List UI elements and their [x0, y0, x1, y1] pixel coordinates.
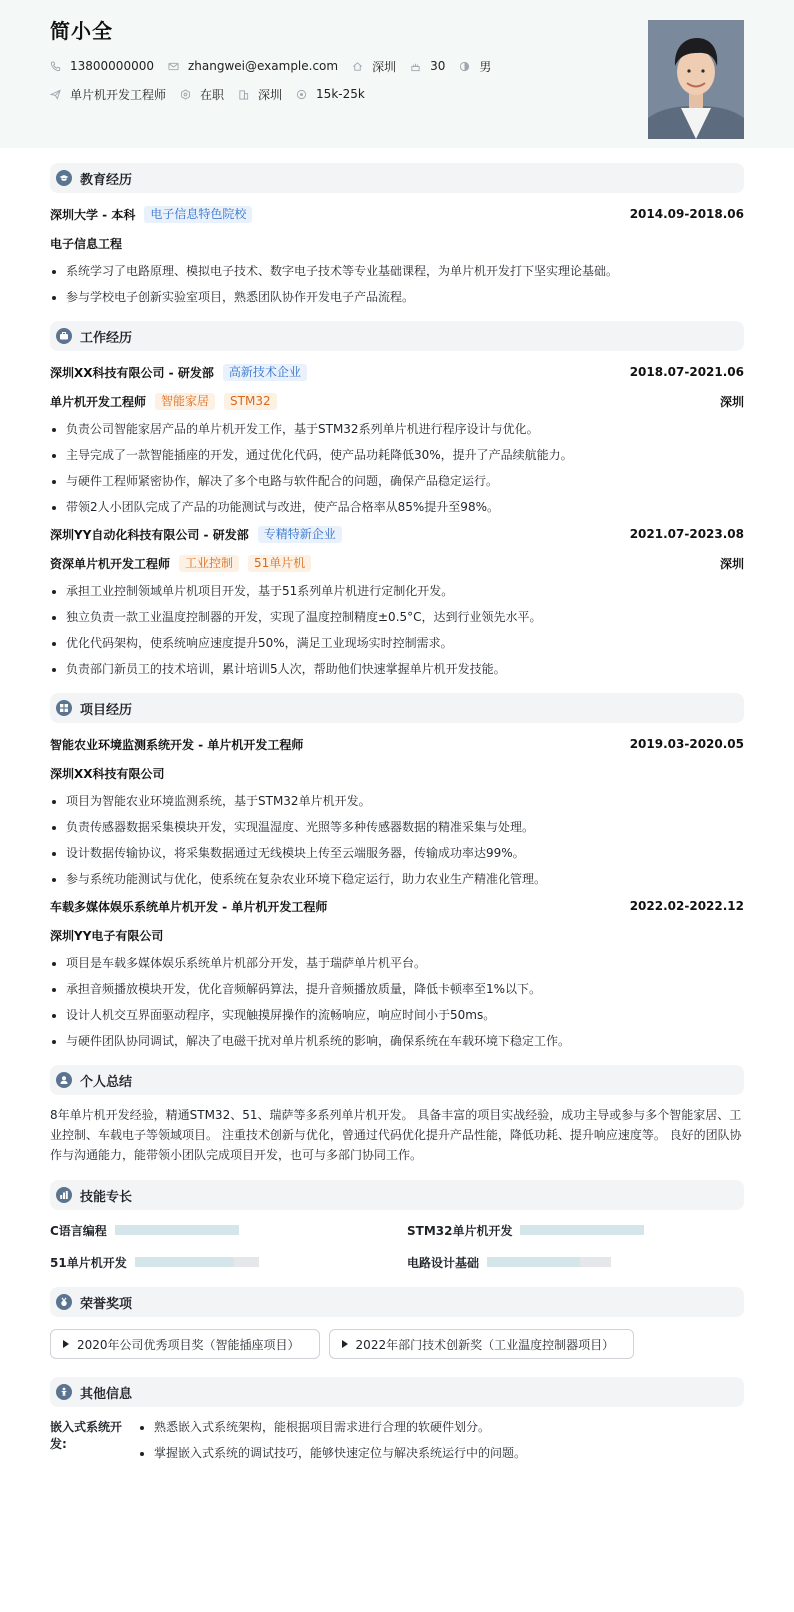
project-2-company-row [50, 926, 744, 944]
bar-chart-icon [56, 1187, 72, 1203]
job-location: 深圳 [719, 556, 744, 571]
job-row [50, 86, 744, 102]
list-item: 独立负责一款工业温度控制器的开发，实现了温度控制精度±0.5°C，达到行业领先水平。 [50, 609, 744, 626]
other-title: 其他信息 [80, 1386, 133, 1402]
other-label: 嵌入式系统开发: [50, 1420, 123, 1451]
gender-icon [459, 61, 470, 72]
salary-value: 15k-25k [316, 87, 365, 101]
project-2-header [50, 897, 744, 915]
target-city-info [238, 86, 282, 103]
job-1-position-row [50, 392, 744, 410]
skill-tag: 工业控制 [179, 555, 239, 572]
list-item: 参与学校电子创新实验室项目，熟悉团队协作开发电子产品流程。 [50, 289, 744, 306]
education-title-bar [50, 163, 744, 193]
award-label: 2020年公司优秀项目奖（智能插座项目） [77, 1337, 300, 1352]
city-value: 深圳 [372, 59, 397, 74]
job-2-details [50, 583, 744, 678]
project-1-company-row [50, 764, 744, 782]
send-icon [50, 89, 61, 100]
phone-value: 13800000000 [70, 59, 154, 73]
work-section [50, 321, 744, 678]
skill-item [407, 1254, 744, 1270]
work-title-bar [50, 321, 744, 351]
list-item: 设计人机交互界面驱动程序，实现触摸屏操作的流畅响应，响应时间小于50ms。 [50, 1007, 744, 1024]
play-triangle-icon [63, 1340, 69, 1348]
list-item: 熟悉嵌入式系统架构，能根据项目需求进行合理的软硬件划分。 [138, 1419, 526, 1436]
company-name: 深圳YY自动化科技有限公司 - 研发部 [50, 527, 249, 542]
email-value: zhangwei@example.com [187, 59, 339, 73]
summary-section [50, 1065, 744, 1165]
list-item: 与硬件工程师紧密协作，解决了多个电路与软件配合的问题，确保产品稳定运行。 [50, 473, 744, 490]
education-details [50, 263, 744, 306]
skill-item [50, 1222, 387, 1238]
job-info [50, 86, 166, 103]
skill-tag: STM32 [224, 393, 277, 410]
age-info [410, 59, 445, 73]
school-name: 深圳大学 - 本科 [50, 207, 136, 222]
skill-name: STM32单片机开发 [407, 1223, 513, 1238]
award-label: 2022年部门技术创新奖（工业温度控制器项目） [355, 1337, 615, 1352]
skill-name: 电路设计基础 [407, 1255, 480, 1270]
education-header-row [50, 205, 744, 223]
briefcase-icon [56, 328, 72, 344]
grid-icon [56, 700, 72, 716]
contact-row [50, 58, 744, 74]
resume-header [0, 0, 794, 148]
list-item: 掌握嵌入式系统的调试技巧，能够快速定位与解决系统运行中的问题。 [138, 1445, 526, 1462]
company-tag: 高新技术企业 [223, 364, 307, 381]
cake-icon [410, 61, 421, 72]
skill-item [407, 1222, 744, 1238]
company-name: 深圳XX科技有限公司 - 研发部 [50, 365, 214, 380]
other-info-block [50, 1419, 744, 1471]
list-item: 承担工业控制领域单片机项目开发，基于51系列单片机进行定制化开发。 [50, 583, 744, 600]
phone-icon [50, 61, 61, 72]
skill-bar-fill [115, 1225, 239, 1235]
project-1-header [50, 735, 744, 753]
salary-info [296, 87, 365, 101]
project-name: 智能农业环境监测系统开发 - 单片机开发工程师 [50, 737, 304, 752]
education-section [50, 163, 744, 306]
coin-icon [296, 89, 307, 100]
skill-bar [115, 1225, 239, 1235]
education-title: 教育经历 [80, 172, 133, 188]
list-item: 优化代码架构，使系统响应速度提升50%，满足工业现场实时控制需求。 [50, 635, 744, 652]
awards-title: 荣誉奖项 [80, 1296, 133, 1312]
summary-text: 8年单片机开发经验，精通STM32、51、瑞萨等多系列单片机开发。 具备丰富的项目实战经验，成功主导或参与多个智能家居、工业控制、车载电子等领域项目。 注重技术创新与优化，曾通过代码优化提升产品性能，降低功耗、提升响应速度等。 良好的团队协作与沟通能力，能带领小团队完成项目开发，也可与多部门协同工作。 [50, 1108, 742, 1162]
position-name: 单片机开发工程师 [50, 394, 147, 409]
skill-name: C语言编程 [50, 1223, 107, 1238]
skill-bar [135, 1257, 259, 1267]
building-icon [238, 89, 249, 100]
gender-value: 男 [479, 59, 492, 74]
skill-bar-fill [520, 1225, 644, 1235]
skills-title-bar [50, 1180, 744, 1210]
skill-bar [520, 1225, 644, 1235]
job-1-details [50, 421, 744, 516]
skill-tag: 智能家居 [155, 393, 215, 410]
projects-title: 项目经历 [80, 702, 133, 718]
job-value: 单片机开发工程师 [70, 87, 167, 102]
work-title: 工作经历 [80, 330, 133, 346]
education-period: 2014.09-2018.06 [629, 207, 744, 221]
project-period: 2019.03-2020.05 [629, 737, 744, 751]
other-title-bar [50, 1377, 744, 1407]
skill-bar-fill [135, 1257, 234, 1267]
list-item: 项目为智能农业环境监测系统，基于STM32单片机开发。 [50, 793, 744, 810]
email-info [168, 59, 338, 73]
list-item: 主导完成了一款智能插座的开发，通过优化代码，使产品功耗降低30%，提升了产品续航能力。 [50, 447, 744, 464]
project-company: 深圳XX科技有限公司 [50, 766, 165, 781]
list-item: 承担音频播放模块开发，优化音频解码算法，提升音频播放质量，降低卡顿率至1%以下。 [50, 981, 744, 998]
job-period: 2021.07-2023.08 [629, 527, 744, 541]
major-row [50, 234, 744, 252]
skills-grid [50, 1222, 744, 1270]
major: 电子信息工程 [50, 236, 123, 251]
award-item[interactable] [329, 1329, 635, 1359]
skill-tag: 51单片机 [248, 555, 311, 572]
summary-title-bar [50, 1065, 744, 1095]
list-item: 负责部门新员工的技术培训，累计培训5人次，帮助他们快速掌握单片机开发技能。 [50, 661, 744, 678]
other-section [50, 1377, 744, 1471]
list-item: 负责公司智能家居产品的单片机开发工作，基于STM32系列单片机进行程序设计与优化。 [50, 421, 744, 438]
city-info [352, 58, 396, 75]
summary-title: 个人总结 [80, 1074, 133, 1090]
list-item: 带领2人小团队完成了产品的功能测试与改进，使产品合格率从85%提升至98%。 [50, 499, 744, 516]
graduation-cap-icon [56, 170, 72, 186]
candidate-name: 简小全 [50, 19, 113, 43]
project-company: 深圳YY电子有限公司 [50, 928, 164, 943]
list-item: 设计数据传输协议，将采集数据通过无线模块上传至云端服务器，传输成功率达99%。 [50, 845, 744, 862]
skills-title: 技能专长 [80, 1189, 133, 1205]
project-2-details [50, 955, 744, 1050]
other-details [138, 1419, 526, 1471]
company-tag: 专精特新企业 [258, 526, 342, 543]
job-1-header [50, 363, 744, 381]
medal-icon [56, 1294, 72, 1310]
school-tag: 电子信息特色院校 [144, 206, 252, 223]
age-value: 30 [430, 59, 446, 73]
position-name: 资深单片机开发工程师 [50, 556, 171, 571]
awards-section [50, 1287, 744, 1359]
awards-list [50, 1329, 744, 1359]
gender-info [459, 58, 491, 75]
award-item[interactable] [50, 1329, 320, 1359]
project-name: 车载多媒体娱乐系统单片机开发 - 单片机开发工程师 [50, 899, 328, 914]
skills-section [50, 1180, 744, 1270]
skill-name: 51单片机开发 [50, 1255, 127, 1270]
project-period: 2022.02-2022.12 [629, 899, 744, 913]
home-icon [352, 61, 363, 72]
project-1-details [50, 793, 744, 888]
avatar [648, 20, 744, 139]
status-info [180, 86, 224, 103]
status-value: 在职 [200, 87, 225, 102]
list-item: 负责传感器数据采集模块开发，实现温湿度、光照等多种传感器数据的精准采集与处理。 [50, 819, 744, 836]
list-item: 项目是车载多媒体娱乐系统单片机部分开发，基于瑞萨单片机平台。 [50, 955, 744, 972]
job-2-position-row [50, 554, 744, 572]
mail-icon [168, 61, 179, 72]
projects-title-bar [50, 693, 744, 723]
target-city-value: 深圳 [258, 87, 283, 102]
list-item: 参与系统功能测试与优化，使系统在复杂农业环境下稳定运行，助力农业生产精准化管理。 [50, 871, 744, 888]
projects-section [50, 693, 744, 1050]
skill-bar [487, 1257, 611, 1267]
user-icon [56, 1072, 72, 1088]
job-2-header [50, 525, 744, 543]
play-triangle-icon [342, 1340, 348, 1348]
skill-bar-fill [487, 1257, 580, 1267]
list-item: 与硬件团队协同调试，解决了电磁干扰对单片机系统的影响，确保系统在车载环境下稳定工作。 [50, 1033, 744, 1050]
hexagon-icon [180, 89, 191, 100]
awards-title-bar [50, 1287, 744, 1317]
person-icon [56, 1384, 72, 1400]
skill-item [50, 1254, 387, 1270]
job-period: 2018.07-2021.06 [629, 365, 744, 379]
list-item: 系统学习了电路原理、模拟电子技术、数字电子技术等专业基础课程，为单片机开发打下坚实理论基础。 [50, 263, 744, 280]
phone-info [50, 59, 154, 73]
job-location: 深圳 [719, 394, 744, 409]
